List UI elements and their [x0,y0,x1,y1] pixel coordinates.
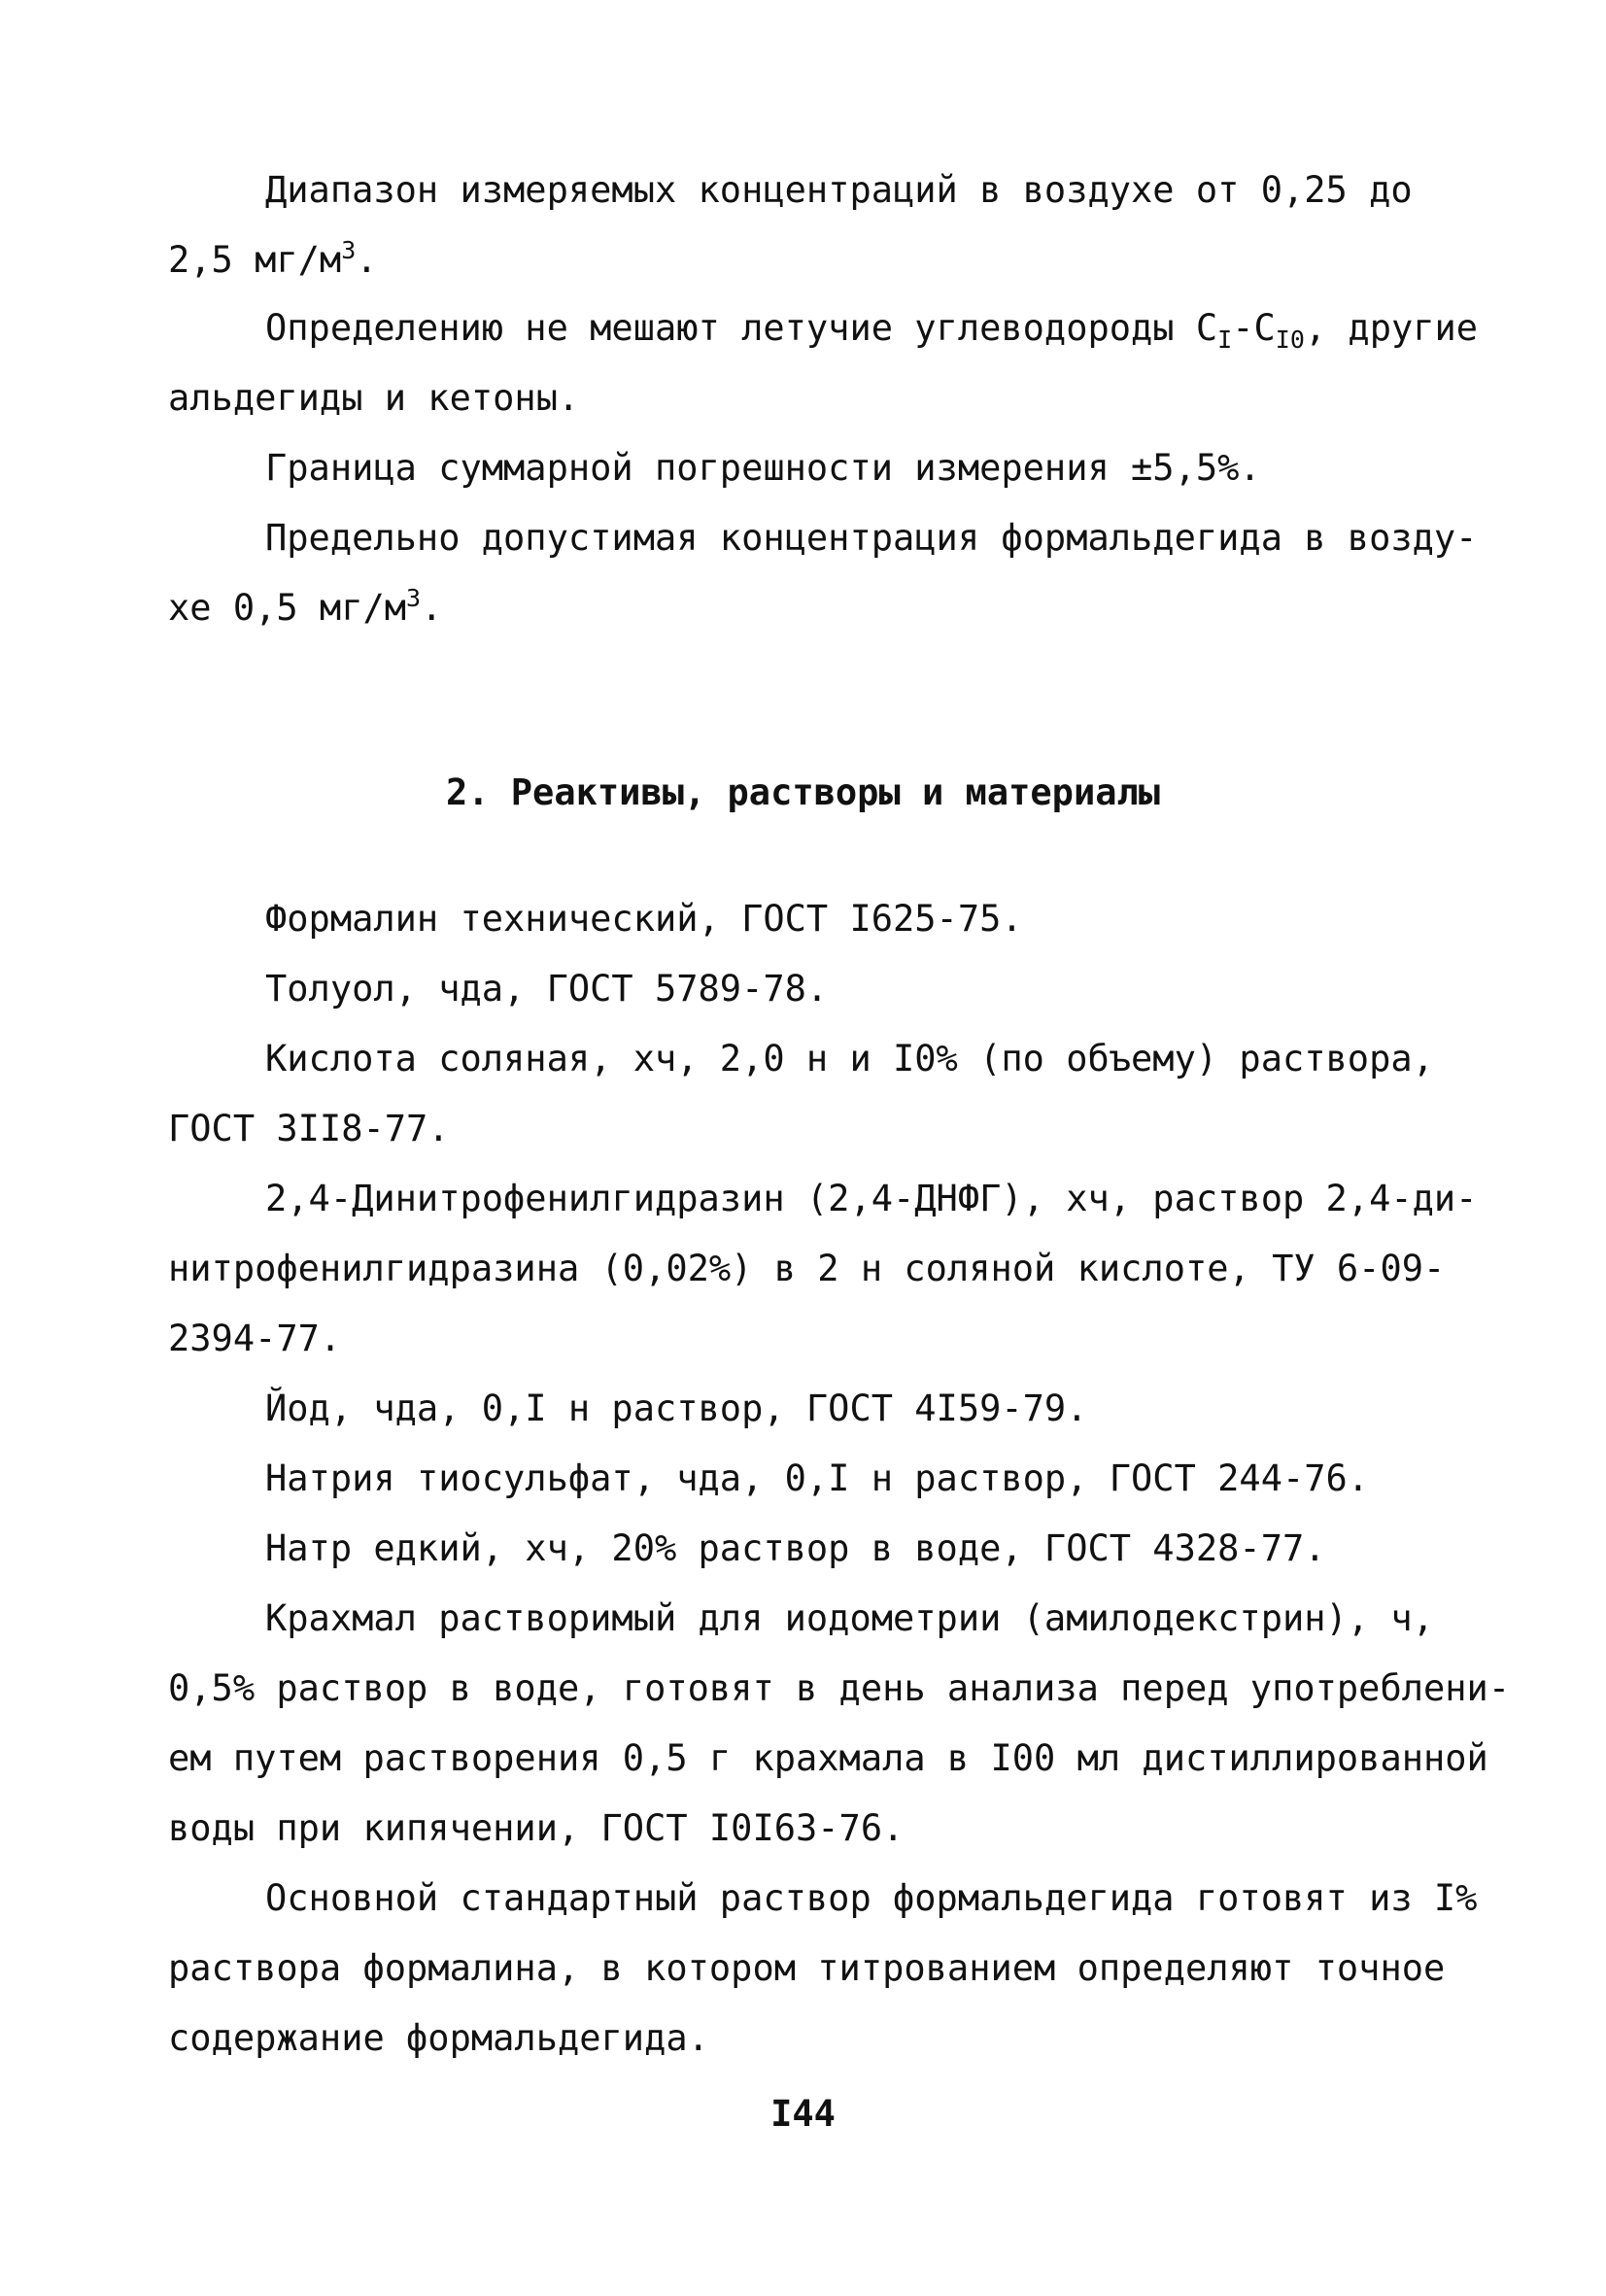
reagent-hcl-line-1: Кислота соляная, хч, 2,0 н и I0% (по объему) раствора, [265,1038,1434,1079]
interference-paragraph [168,293,1479,433]
reagent-starch-line-3: ем путем растворения 0,5 г крахмала в I00 мл дистиллированной [168,1737,1488,1779]
error-paragraph [168,433,1441,503]
reagent-starch-line-2: 0,5% раствор в воде, готовят в день анализа перед употреблени- [168,1667,1511,1709]
measurement-range-paragraph [168,155,1441,295]
interference-line-1: Определению не мешают летучие углеводороды $C_I-C_{I0}$, другие [265,307,1479,354]
reagent-starch-line-1: Крахмал растворимый для иодометрии (амилодекстрин), ч, [265,1597,1434,1639]
range-line-1: Диапазон измеряемых концентраций в воздухе от 0,25 до [265,169,1413,211]
interference-line-2: альдегиды и кетоны. [168,377,580,419]
error-line: Граница суммарной погрешности измерения ±5,5%. [265,447,1261,489]
reagent-thiosulfate: Натрия тиосульфат, чда, 0,I н раствор, ГОСТ 244-76. [265,1457,1370,1499]
reagent-formalin: Формалин технический, ГОСТ I625-75. [265,898,1023,940]
reagent-dnph-line-2: нитрофенилгидразина (0,02%) в 2 н соляной кислоте, ТУ 6-09- [168,1248,1446,1289]
reagent-dnph-line-3: 2394-77. [168,1318,342,1359]
pdk-line-2: хе 0,5 $мг/м^3$. [168,584,443,629]
standard-solution-line-3: содержание формальдегида. [168,2017,709,2059]
range-line-2: 2,5 $мг/м^3$. [168,236,378,281]
reagent-toluene: Толуол, чда, ГОСТ 5789-78. [265,968,829,1010]
section-heading: 2. Реактивы, растворы и материалы [445,771,1161,813]
reagent-naoh: Натр едкий, хч, 20% раствор в воде, ГОСТ 4328-77. [265,1527,1326,1569]
reagent-hcl-line-2: ГОСТ 3II8-77. [168,1108,450,1149]
reagents-list [168,884,1511,2073]
page-number: I44 [770,2093,836,2135]
standard-solution-line-2: раствора формалина, в котором титрованием определяют точное [168,1947,1446,1989]
reagent-iodine: Йод, чда, 0,I н раствор, ГОСТ 4I59-79. [265,1388,1088,1429]
reagent-dnph-line-1: 2,4-Динитрофенилгидразин (2,4-ДНФГ), хч, раствор 2,4-ди- [265,1178,1478,1219]
pdk-line-1: Предельно допустимая концентрация формальдегида в возду- [265,517,1478,559]
pdk-paragraph [168,503,1478,643]
standard-solution-line-1: Основной стандартный раствор формальдегида готовят из I% [265,1877,1478,1919]
reagent-starch-line-4: воды при кипячении, ГОСТ I0I63-76. [168,1807,905,1849]
